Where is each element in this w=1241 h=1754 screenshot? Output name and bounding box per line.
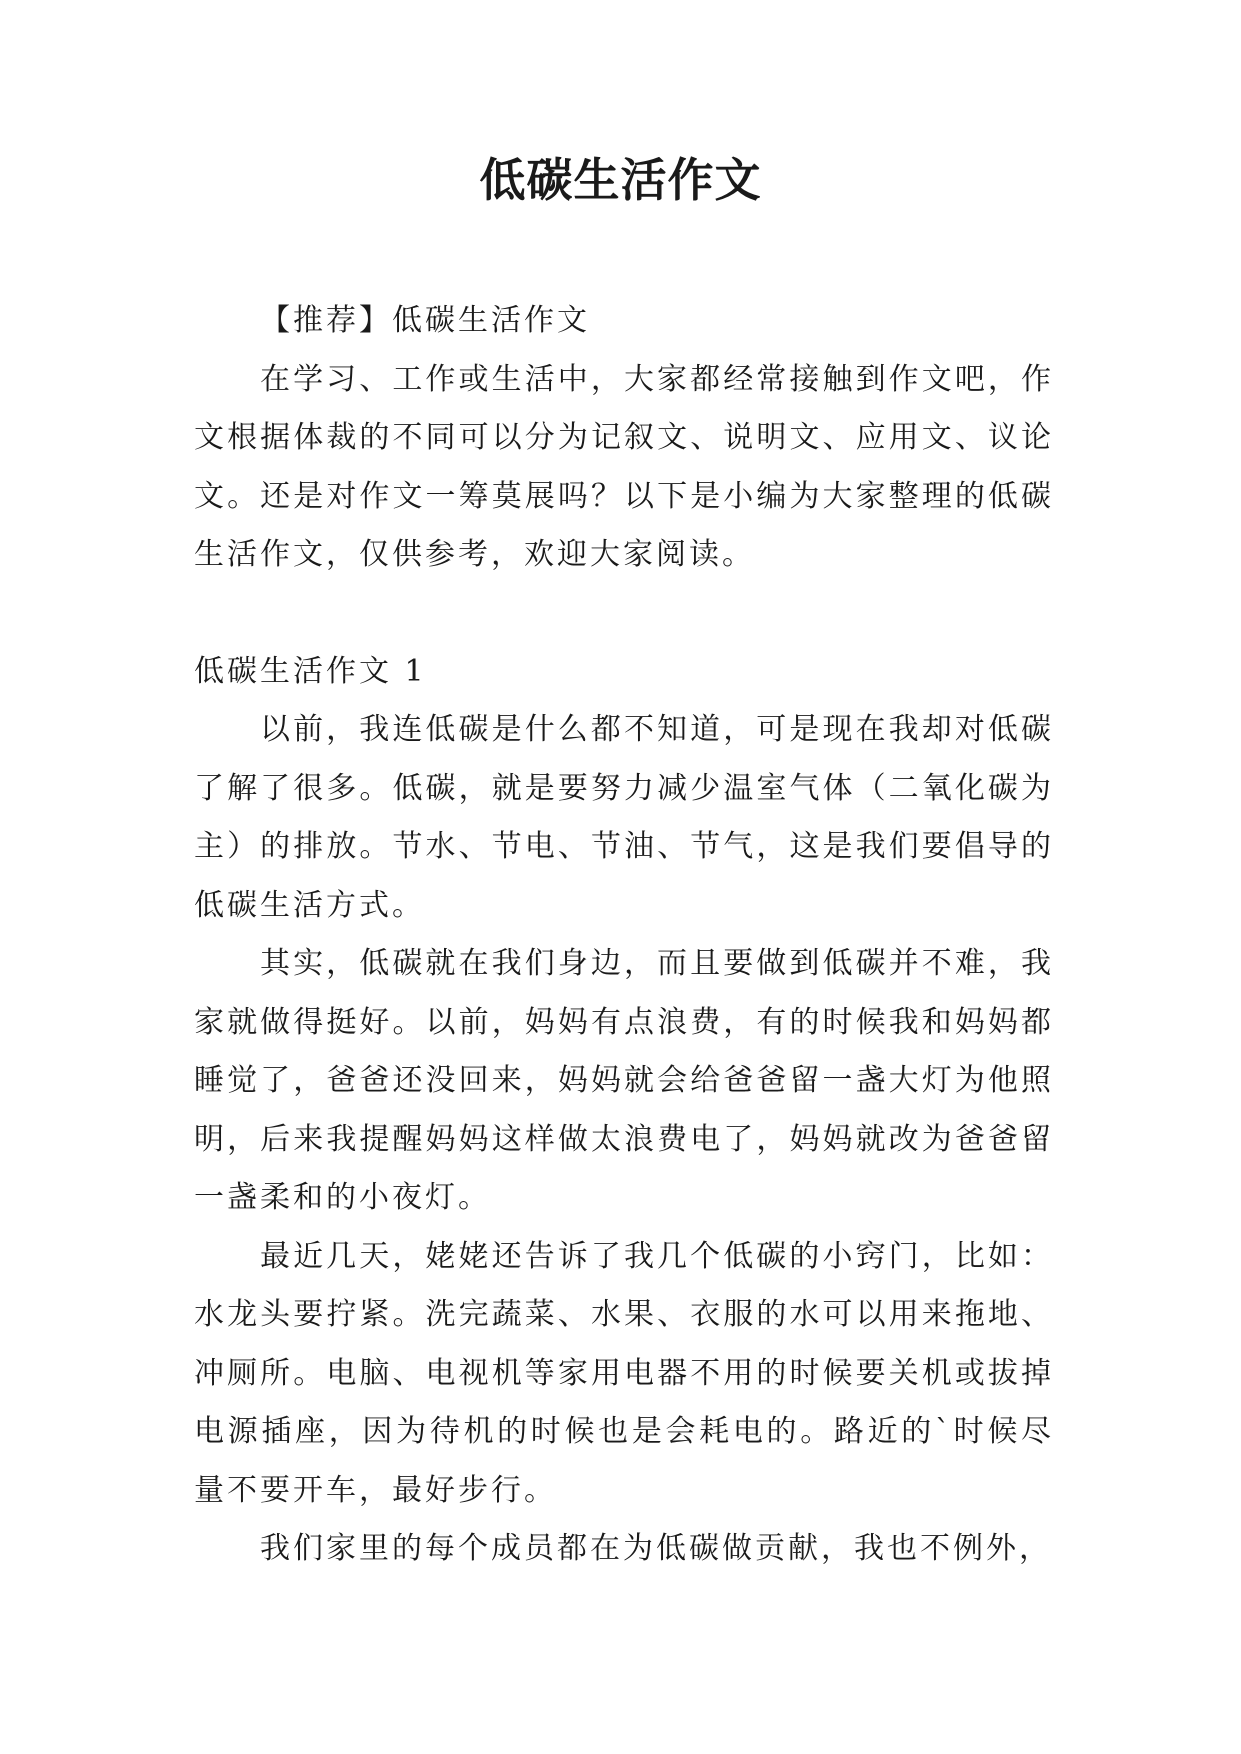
paragraph-4: 我们家里的每个成员都在为低碳做贡献，我也不例外，: [260, 1531, 1052, 1566]
paragraph-3: 最近几天，姥姥还告诉了我几个低碳的小窍门，比如：水龙头要拧紧。洗完蔬菜、水果、衣服的水可以用来拖地、冲厕所。电脑、电视机等家用电器不用的时候要关机或拔掉电源插座，因为待机的时候也是会耗电的。路近的`时候尽量不要开车，最好步行。: [194, 1238, 1054, 1508]
paragraph-2: 其实，低碳就在我们身边，而且要做到低碳并不难，我家就做得挺好。以前，妈妈有点浪费，有的时候我和妈妈都睡觉了，爸爸还没回来，妈妈就会给爸爸留一盏大灯为他照明，后来我提醒妈妈这样做太浪费电了，妈妈就改为爸爸留一盏柔和的小夜灯。: [194, 946, 1054, 1215]
intro-paragraph: 在学习、工作或生活中，大家都经常接触到作文吧，作文根据体裁的不同可以分为记叙文、说明文、应用文、议论文。还是对作文一筹莫展吗？以下是小编为大家整理的低碳生活作文，仅供参考，欢迎大家阅读。: [194, 361, 1054, 572]
paragraph-1: 以前，我连低碳是什么都不知道，可是现在我却对低碳了解了很多。低碳，就是要努力减少温室气体（二氧化碳为主）的排放。节水、节电、节油、节气，这是我们要倡导的低碳生活方式。: [194, 712, 1054, 923]
document-title: 低碳生活作文: [479, 153, 762, 207]
document-body: [194, 292, 1054, 1579]
intro-label: 【推荐】低碳生活作文: [260, 303, 590, 338]
section-heading: 低碳生活作文 1: [194, 653, 427, 689]
